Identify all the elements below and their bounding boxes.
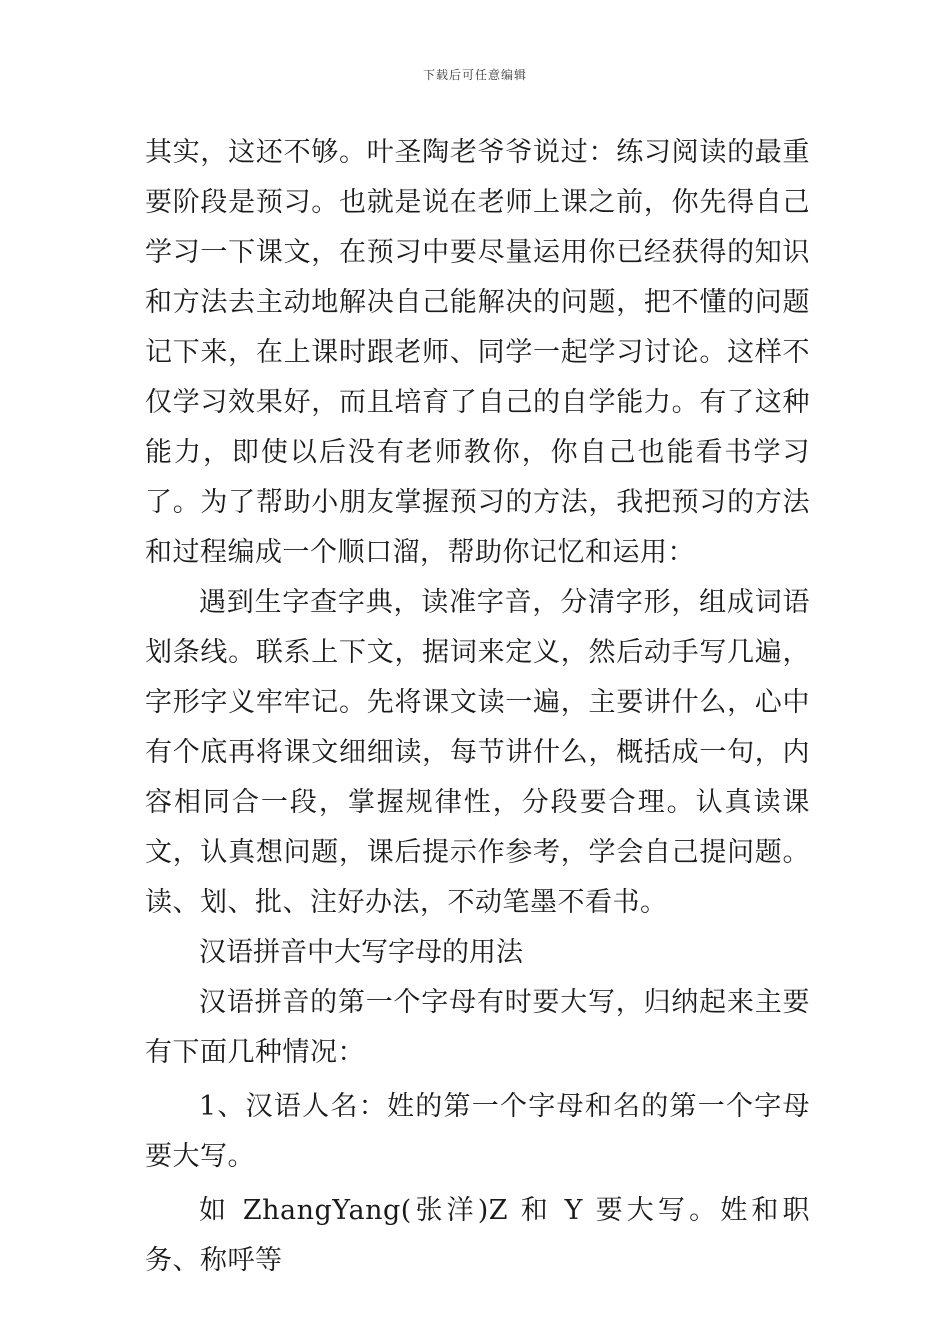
paragraph-example: 如 ZhangYang(张洋)Z 和 Y 要大写。姓和职务、称呼等 [145,1195,810,1276]
document-body [145,128,810,1286]
paragraph-capital-intro: 汉语拼音的第一个字母有时要大写，归纳起来主要有下面几种情况： [145,987,810,1068]
page-header: 下载后可任意编辑 [422,68,527,82]
paragraph-item-names: 1、汉语人名：姓的第一个字母和名的第一个字母要大写。 [145,1091,810,1172]
paragraph-preview-advice: 其实，这还不够。叶圣陶老爷爷说过：练习阅读的最重要阶段是预习。也就是说在老师上课之前，你先得自己学习一下课文，在预习中要尽量运用你已经获得的知识和方法去主动地解决自己能解决的问题，把不懂的问题记下来，在上课时跟老师、同学一起学习讨论。这样不仅学习效果好，而且培育了自己的自学能力。有了这种能力，即使以后没有老师教你，你自己也能看书学习了。为了帮助小朋友掌握预习的方法，我把预习的方法和过程编成一个顺口溜，帮助你记忆和运用： [145,137,810,568]
section-heading: 汉语拼音中大写字母的用法 [199,937,523,968]
paragraph-preview-rhyme: 遇到生字查字典，读准字音，分清字形，组成词语划条线。联系上下文，据词来定义，然后动手写几遍，字形字义牢牢记。先将课文读一遍，主要讲什么，心中有个底再将课文细细读，每节讲什么，概括成一句，内容相同合一段，掌握规律性，分段要合理。认真读课文，认真想问题，课后提示作参考，学会自己提问题。读、划、批、注好办法，不动笔墨不看书。 [145,587,810,918]
